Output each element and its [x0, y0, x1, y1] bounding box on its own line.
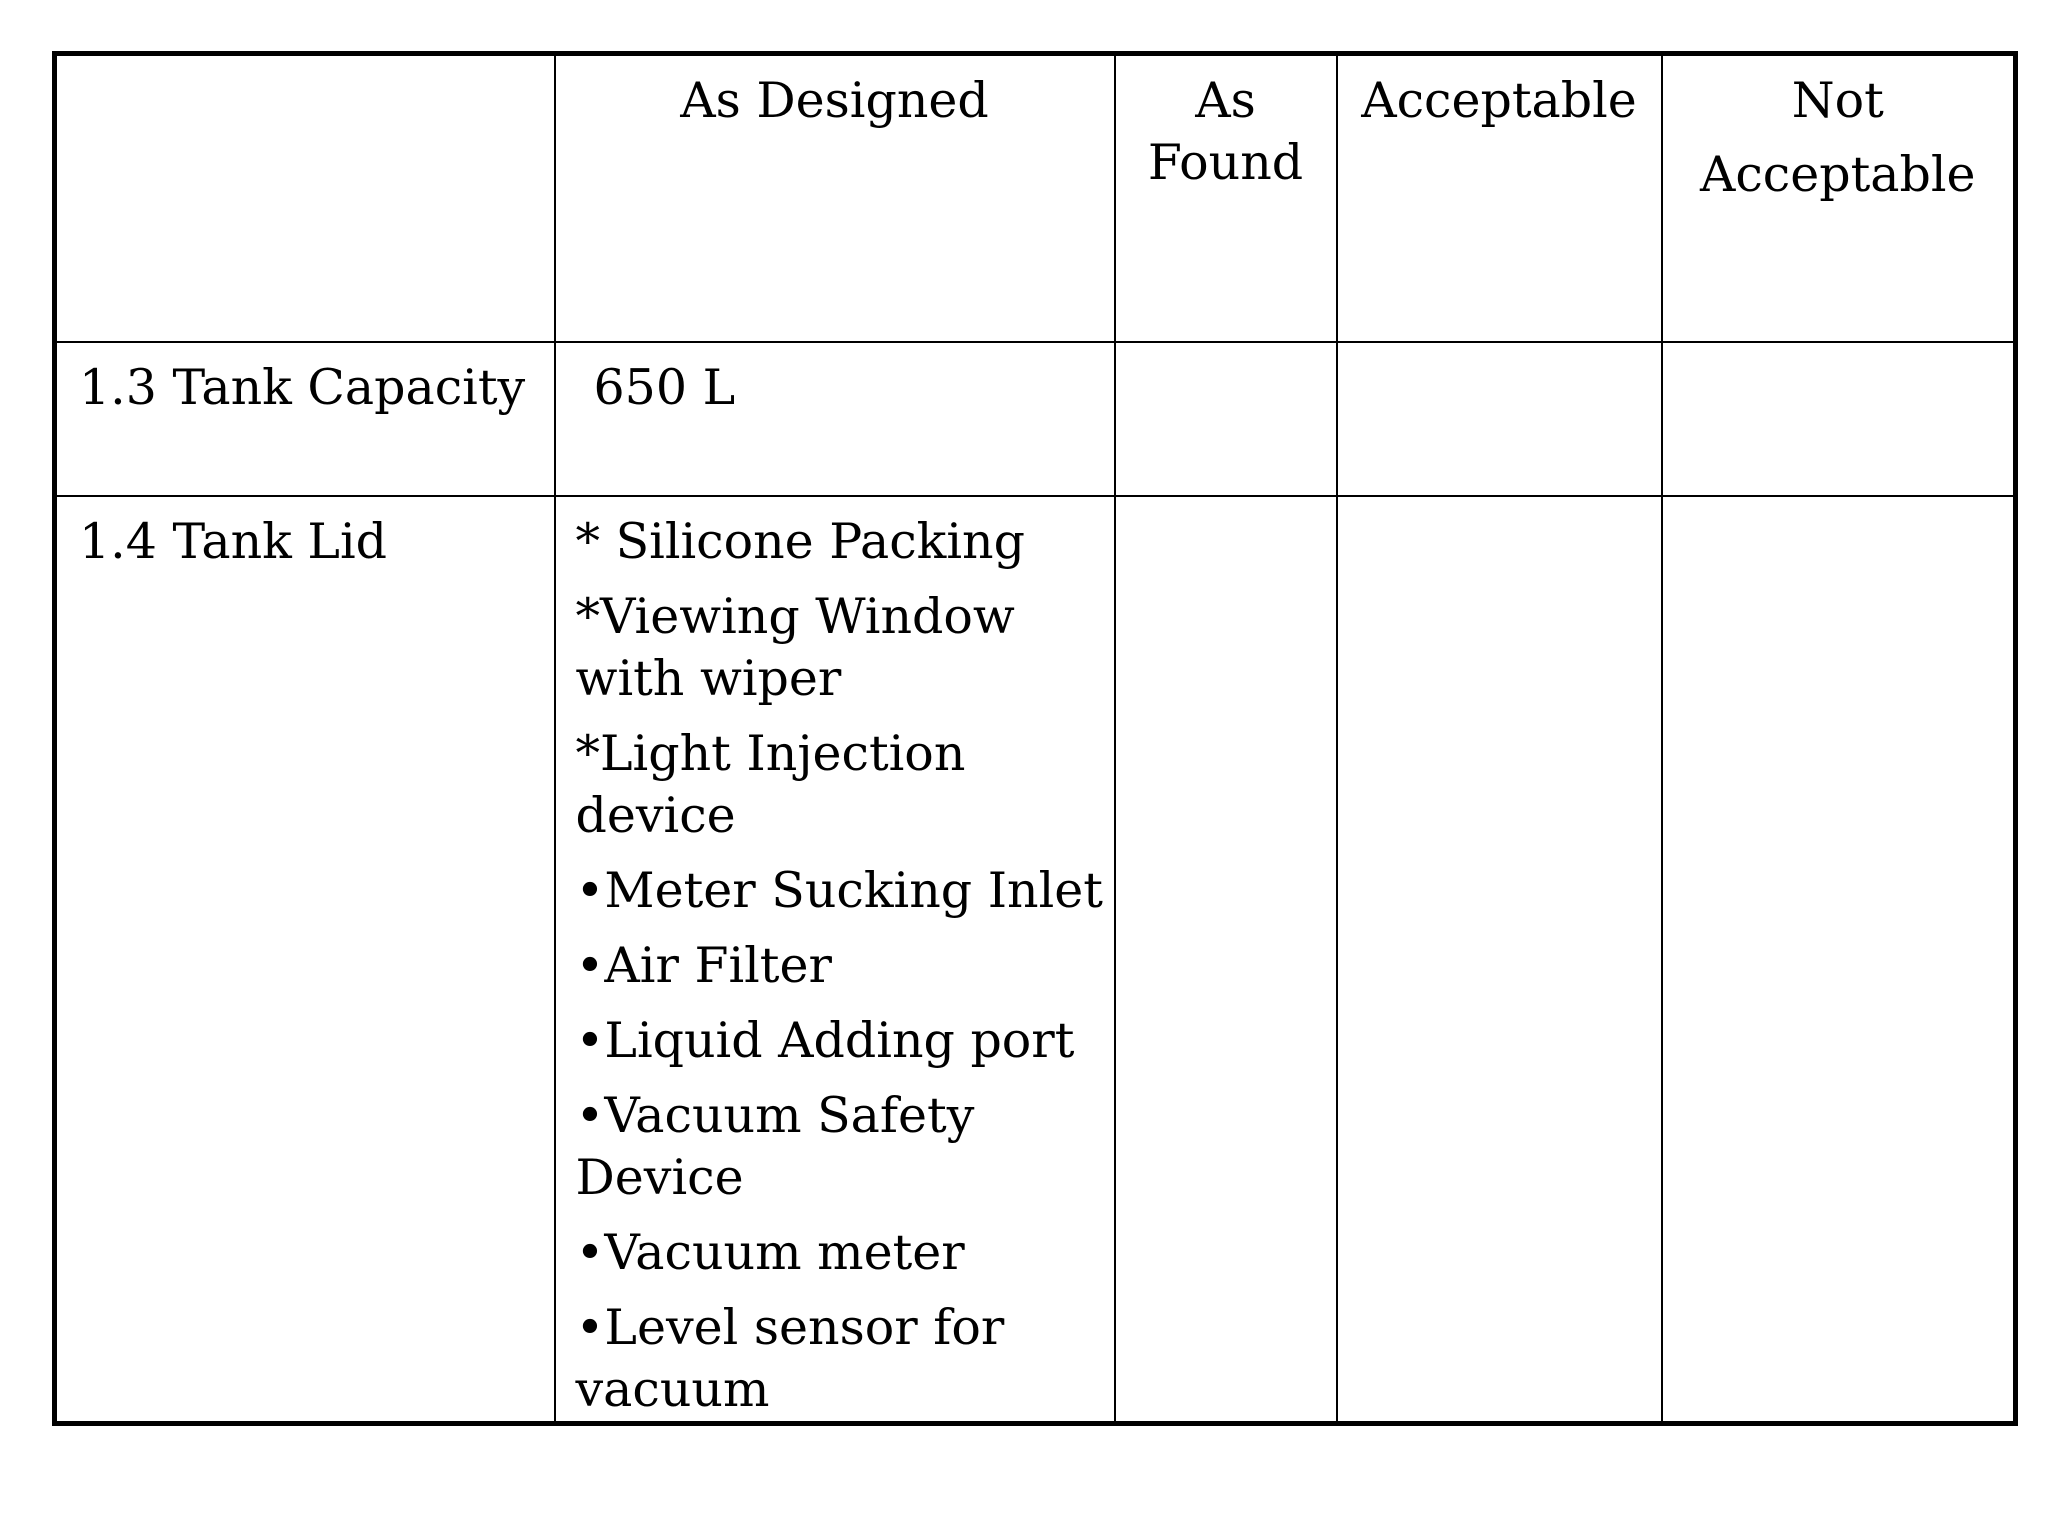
- header-item: [55, 54, 555, 342]
- header-as-found: [1115, 54, 1337, 342]
- table-row: [55, 342, 2016, 496]
- header-as-designed: As Designed: [555, 54, 1115, 342]
- as-designed-cell: [555, 496, 1115, 1424]
- header-not-acceptable-line1: Not: [1791, 72, 1884, 129]
- table-row: [55, 496, 2016, 1424]
- header-acceptable: Acceptable: [1337, 54, 1662, 342]
- inspection-table: [52, 51, 2018, 1426]
- header-as-found-line1: As: [1195, 72, 1256, 129]
- header-not-acceptable: [1662, 54, 2016, 342]
- list-item: •Level sensor for vacuum: [575, 1298, 1005, 1418]
- row-label: 1.4 Tank Lid: [55, 496, 555, 1424]
- list-item: •Vacuum meter: [575, 1223, 965, 1281]
- list-item: •Meter Sucking Inlet: [575, 861, 1103, 919]
- as-found-cell: [1115, 342, 1337, 496]
- list-item: *Light Injection device: [575, 724, 966, 844]
- list-item: * Silicone Packing: [575, 512, 1025, 570]
- header-as-found-line2: Found: [1147, 134, 1304, 191]
- as-found-cell: [1115, 496, 1337, 1424]
- acceptable-cell: [1337, 496, 1662, 1424]
- not-acceptable-cell: [1662, 496, 2016, 1424]
- list-item: *Viewing Window with wiper: [575, 587, 1015, 707]
- header-not-acceptable-line2: Acceptable: [1699, 146, 1976, 203]
- acceptable-cell: [1337, 342, 1662, 496]
- header-row: [55, 54, 2016, 342]
- list-item: •Air Filter: [575, 936, 832, 994]
- as-designed-cell: 650 L: [555, 342, 1115, 496]
- list-item: •Vacuum Safety Device: [575, 1086, 975, 1206]
- list-item: •Liquid Adding port: [575, 1011, 1075, 1069]
- row-label: 1.3 Tank Capacity: [55, 342, 555, 496]
- not-acceptable-cell: [1662, 342, 2016, 496]
